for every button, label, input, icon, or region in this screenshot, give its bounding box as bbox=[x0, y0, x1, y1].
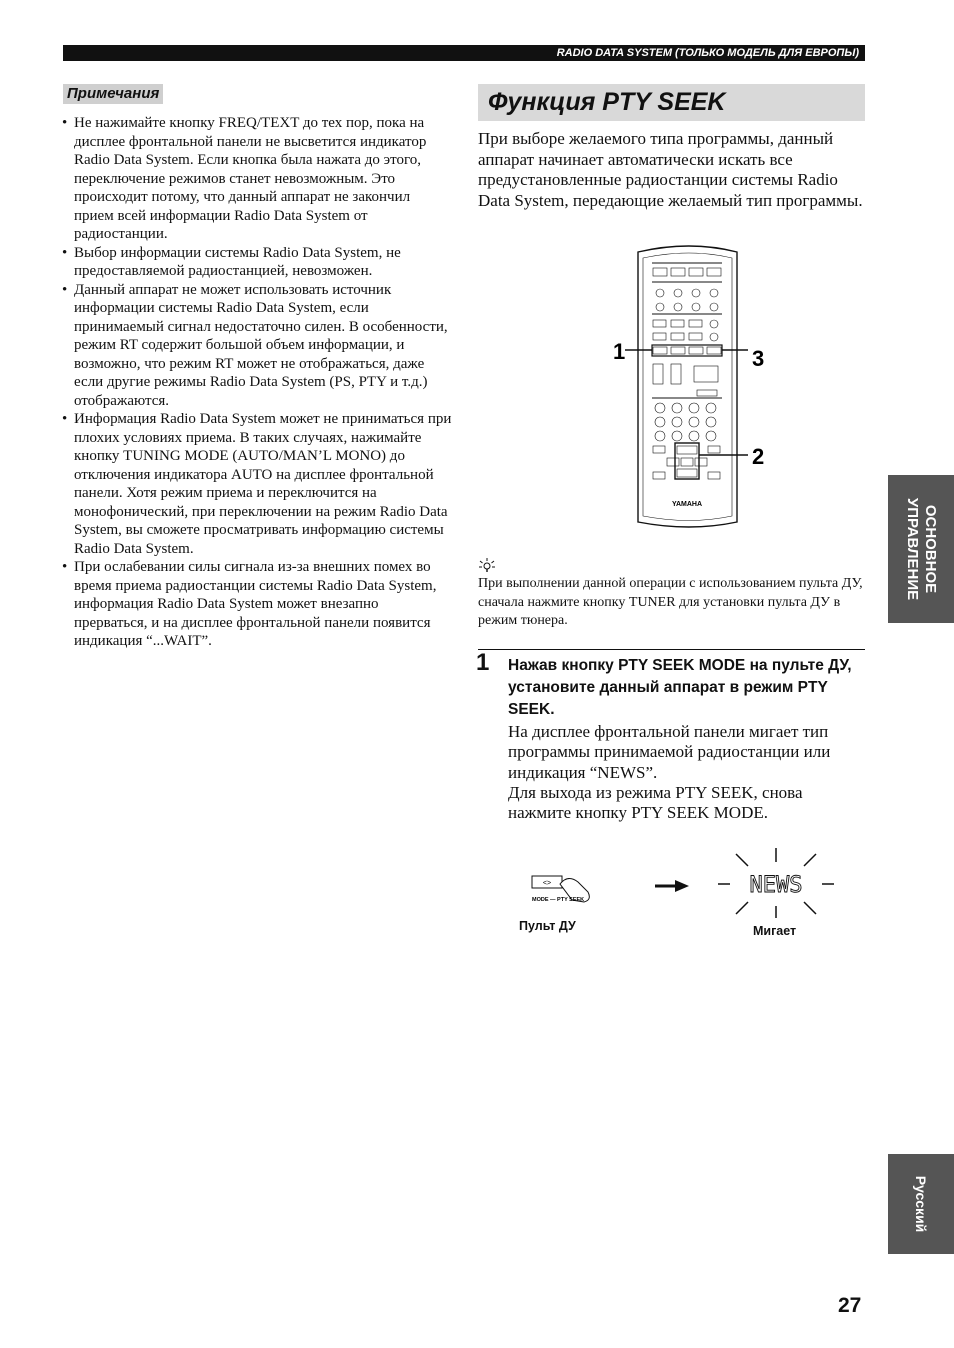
callout-2: 2 bbox=[752, 444, 765, 469]
chapter-tab-label: ОСНОВНОЕ УПРАВЛЕНИЕ bbox=[904, 497, 939, 601]
remote-control-illustration bbox=[605, 240, 780, 530]
tip-text: При выполнении данной операции с использованием пульта ДУ, сначала нажмите кнопку TUNER для установки пульта ДУ в режим тюнера. bbox=[478, 576, 863, 628]
svg-text:<>: <> bbox=[542, 880, 552, 887]
language-tab-label: Русский bbox=[913, 1175, 929, 1233]
section-header-bar: RADIO DATA SYSTEM (ТОЛЬКО МОДЕЛЬ ДЛЯ ЕВРОПЫ) bbox=[63, 45, 865, 61]
notes-heading: Примечания bbox=[63, 84, 163, 104]
note-item: • Информация Radio Data System может не приниматься при плохих условиях приема. В таких случаях, нажимайте кнопку TUNING MODE (AUTO/MAN’L MONO) до отключения индикатора AUTO на дисплее фронтальной панели. Хотя режим приема и переключится на монофонический, при переключении на режим Radio Data System, вы сможете просматривать информацию системы Radio Data System. bbox=[62, 410, 452, 558]
note-item: • Не нажимайте кнопку FREQ/TEXT до тех пор, пока на дисплее фронтальной панели не высветится индикатор Radio Data System. Если кнопка была нажата до этого, переключение режимов станет невозможным. Это происходит потому, что данный аппарат не закончил прием всей информации Radio Data System от радиостанции. bbox=[62, 114, 452, 244]
notes-list bbox=[62, 114, 452, 651]
step-divider bbox=[478, 649, 865, 650]
step-body: На дисплее фронтальной панели мигает тип программы принимаемой радиостанции или индикация “NEWS”. Для выхода из режима PTY SEEK, снова нажмите кнопку PTY SEEK MODE. bbox=[508, 722, 831, 823]
remote-brand-logo: YAMAHA bbox=[671, 501, 703, 508]
step-number: 1 bbox=[476, 649, 490, 676]
news-display-blinking bbox=[716, 846, 836, 918]
step-heading: Нажав кнопку PTY SEEK MODE на пульте ДУ, установите данный аппарат в режим PTY SEEK. bbox=[508, 657, 852, 718]
caption-remote: Пульт ДУ bbox=[519, 919, 576, 933]
note-item: • Данный аппарат не может использовать источник информации системы Radio Data System, если принимаемый сигнал недостаточно силен. В особенности, режим RT содержит большой объем информации, и возможно, что режим RT может не отображаться, даже если другие режимы Radio Data System (PS, PTY и т.д.) отображаются. bbox=[62, 281, 452, 411]
callout-3: 3 bbox=[752, 346, 765, 371]
note-item: • Выбор информации системы Radio Data System, не предоставляемой радиостанцией, невозможен. bbox=[62, 244, 452, 281]
pty-seek-button-illustration bbox=[528, 870, 598, 906]
page-number: 27 bbox=[838, 1294, 862, 1317]
chapter-tab bbox=[888, 475, 954, 623]
page-title: Функция PTY SEEK bbox=[478, 84, 865, 121]
callout-1: 1 bbox=[613, 339, 626, 364]
note-item: • При ослабевании силы сигнала из-за внешних помех во время приема радиостанции системы Radio Data System, информация Radio Data System может внезапно прерваться, и на дисплее фронтальной панели появится индикация “...WAIT”. bbox=[62, 558, 452, 651]
lightbulb-icon bbox=[478, 557, 496, 573]
pty-seek-button-label: MODE — PTY SEEK bbox=[532, 897, 585, 903]
language-tab bbox=[888, 1154, 954, 1254]
caption-blinking: Мигает bbox=[753, 924, 797, 938]
display-text-news: NEWS bbox=[749, 873, 803, 898]
arrow-right-icon bbox=[655, 878, 689, 894]
intro-paragraph: При выборе желаемого типа программы, данный аппарат начинает автоматически искать все предустановленные радиостанции системы Radio Data System, передающие желаемый тип программы. bbox=[478, 129, 863, 210]
